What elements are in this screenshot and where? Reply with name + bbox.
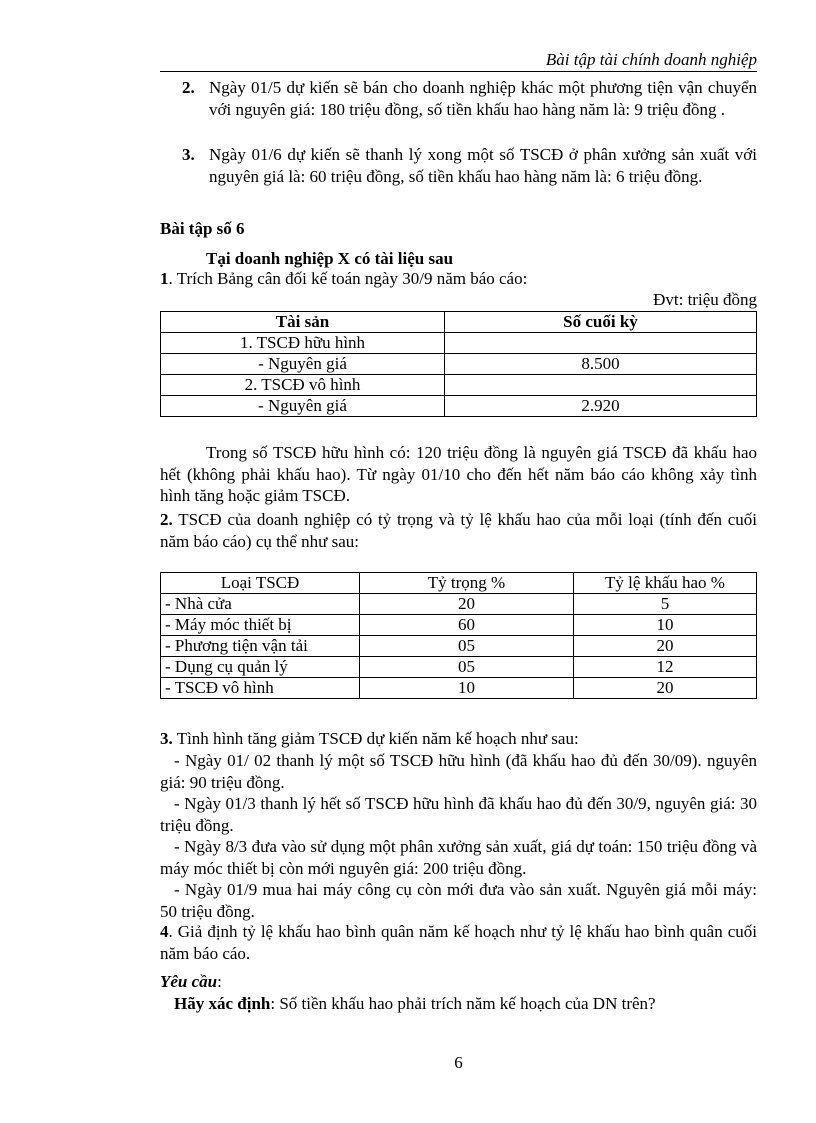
balance-sheet-table [160, 311, 757, 417]
table-cell: 20 [574, 678, 757, 699]
section-text: . Giả định tỷ lệ khấu hao bình quân năm kế hoạch như tỷ lệ khấu hao bình quân cuối năm báo cáo. [160, 922, 757, 963]
table-cell: 8.500 [445, 354, 757, 375]
table-header-cell: Tài sản [161, 312, 445, 333]
table-row [161, 354, 757, 375]
intro-item [182, 144, 757, 187]
section-text: TSCĐ của doanh nghiệp có tỷ trọng và tỷ lệ khấu hao của mỗi loại (tính đến cuối năm báo cáo) cụ thể như sau: [160, 510, 757, 551]
requirement-label: Yêu cầu [160, 972, 218, 991]
exercise-subtitle: Tại doanh nghiệp X có tài liệu sau [206, 249, 454, 268]
list-item: - Ngày 01/3 thanh lý hết số TSCĐ hữu hình đã khấu hao đủ đến 30/9, nguyên giá: 30 triệu đồng. [160, 794, 757, 835]
table-cell [445, 333, 757, 354]
table-header-row [161, 573, 757, 594]
section-1-heading [160, 268, 757, 290]
table-row [161, 333, 757, 354]
requirement-colon: : [217, 972, 222, 991]
table-header-cell: Loại TSCĐ [161, 573, 360, 594]
table-row [161, 657, 757, 678]
table-cell: 10 [574, 615, 757, 636]
section-number: 3. [160, 729, 173, 748]
list-item: - Ngày 01/9 mua hai máy công cụ còn mới đưa vào sản xuất. Nguyên giá mỗi máy: 50 triệu đồng. [160, 880, 757, 921]
table-header-cell: Tỷ lệ khấu hao % [574, 573, 757, 594]
table-cell: 05 [360, 657, 574, 678]
table-row [161, 636, 757, 657]
task-label: Hãy xác định [174, 994, 271, 1013]
intro-item-text: Ngày 01/5 dự kiến sẽ bán cho doanh nghiệp khác một phương tiện vận chuyển với nguyên giá: 180 triệu đồng, số tiền khấu hao hàng năm là: 9 triệu đồng . [209, 78, 757, 119]
table-row [161, 615, 757, 636]
table-row [161, 396, 757, 417]
table-cell: - Phương tiện vận tải [161, 636, 360, 657]
table-header-cell: Số cuối kỳ [445, 312, 757, 333]
section-3-heading [160, 728, 757, 750]
running-header: Bài tập tài chính doanh nghiệp [160, 50, 757, 72]
section-number: 4 [160, 922, 169, 941]
table-cell: 5 [574, 594, 757, 615]
requirement-heading [160, 971, 222, 993]
list-item: - Ngày 01/ 02 thanh lý một số TSCĐ hữu hình (đã khấu hao đủ đến 30/09). nguyên giá: 90 triệu đồng. [160, 751, 757, 792]
table-cell: 12 [574, 657, 757, 678]
intro-item-number: 2. [182, 78, 195, 97]
table-cell: - Nhà cửa [161, 594, 360, 615]
table-cell [445, 375, 757, 396]
depreciation-table [160, 572, 757, 699]
table-cell: - Nguyên giá [161, 354, 445, 375]
list-item: - Ngày 8/3 đưa vào sử dụng một phân xưởng sản xuất, giá dự toán: 150 triệu đồng và máy móc thiết bị còn mới nguyên giá: 200 triệu đồng. [160, 837, 757, 878]
section-number: 2. [160, 510, 173, 529]
section-2-heading [160, 509, 757, 552]
table-cell: 20 [574, 636, 757, 657]
task-statement [174, 993, 757, 1015]
exercise-title: Bài tập số 6 [160, 219, 245, 238]
intro-item [182, 77, 757, 120]
intro-item-text: Ngày 01/6 dự kiến sẽ thanh lý xong một số TSCĐ ở phân xưởng sản xuất với nguyên giá là: 60 triệu đồng, số tiền khấu hao hàng năm là: 6 triệu đồng. [209, 145, 757, 186]
table-row [161, 678, 757, 699]
section-number: 1 [160, 269, 169, 288]
table-cell: - Dụng cụ quản lý [161, 657, 360, 678]
table-cell: 2.920 [445, 396, 757, 417]
table-cell: - TSCĐ vô hình [161, 678, 360, 699]
table-header-row [161, 312, 757, 333]
task-text: : Số tiền khấu hao phải trích năm kế hoạch của DN trên? [270, 994, 656, 1013]
table-cell: - Nguyên giá [161, 396, 445, 417]
table-row [161, 375, 757, 396]
section-text: . Trích Bảng cân đối kế toán ngày 30/9 năm báo cáo: [168, 269, 528, 288]
unit-label: Đvt: triệu đồng [653, 290, 757, 309]
table-cell: 60 [360, 615, 574, 636]
table-cell: 20 [360, 594, 574, 615]
table-cell: 1. TSCĐ hữu hình [161, 333, 445, 354]
section-4-heading [160, 921, 757, 964]
page-number: 6 [454, 1053, 463, 1072]
table-cell: 10 [360, 678, 574, 699]
section-text: Tình hình tăng giảm TSCĐ dự kiến năm kế hoạch như sau: [172, 729, 579, 748]
table-cell: 2. TSCĐ vô hình [161, 375, 445, 396]
table-cell: - Máy móc thiết bị [161, 615, 360, 636]
table-row [161, 594, 757, 615]
paragraph-note: Trong số TSCĐ hữu hình có: 120 triệu đồng là nguyên giá TSCĐ đã khấu hao hết (không phải khấu hao). Từ ngày 01/10 cho đến hết năm báo cáo không xảy tình hình tăng hoặc giảm TSCĐ. [160, 443, 757, 505]
table-header-cell: Tỷ trọng % [360, 573, 574, 594]
table-cell: 05 [360, 636, 574, 657]
intro-item-number: 3. [182, 145, 195, 164]
